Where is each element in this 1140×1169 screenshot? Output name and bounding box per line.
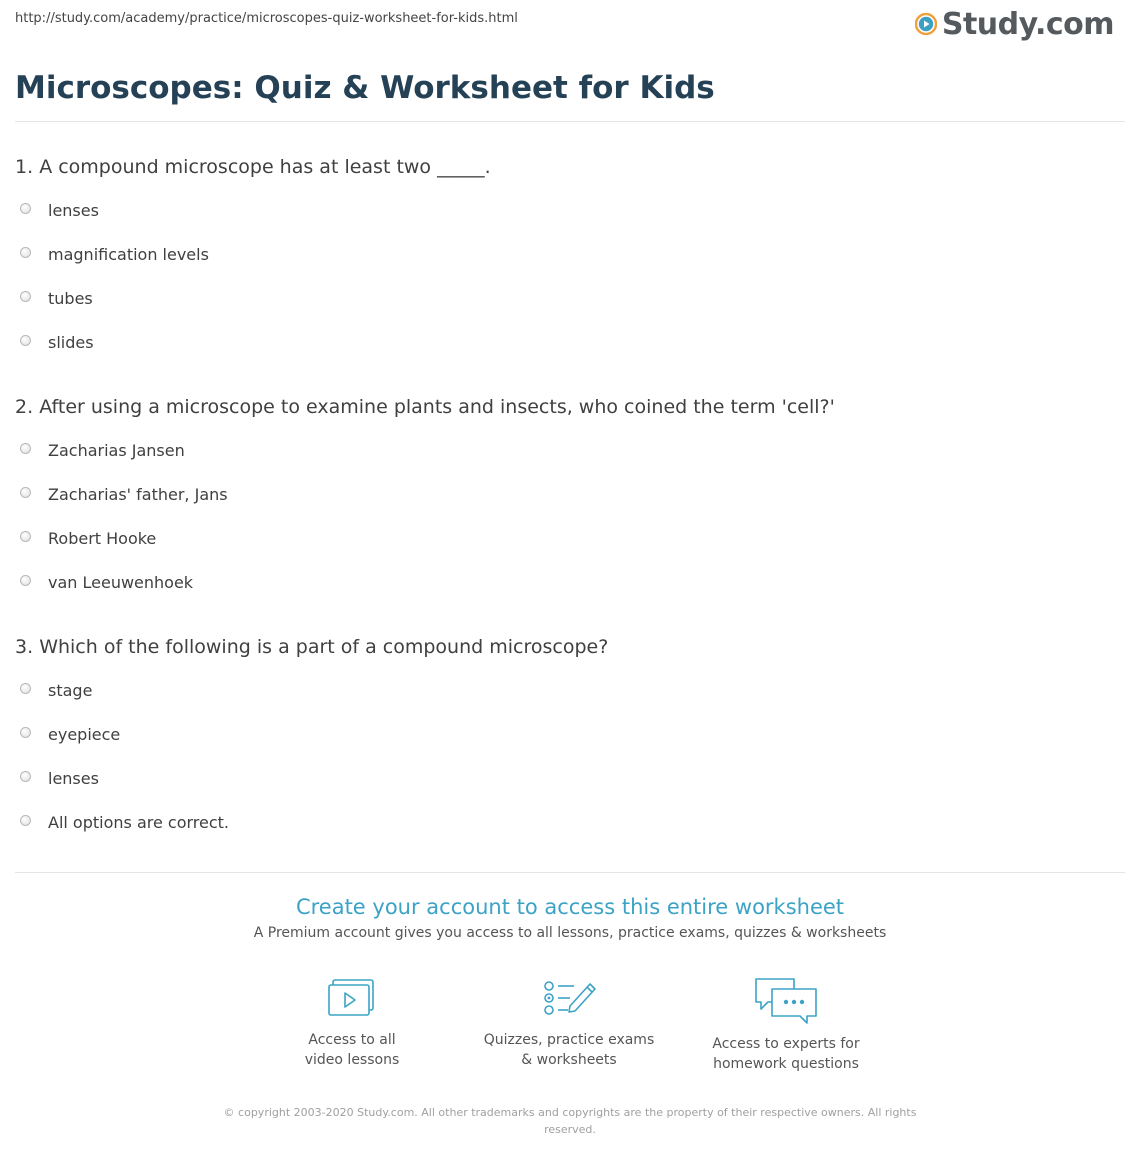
copyright-text: © copyright 2003-2020 Study.com. All other trademarks and copyrights are the property of their respective owners. All rights reserved.	[223, 1106, 917, 1136]
feature-line-2: & worksheets	[521, 1052, 617, 1068]
option-label: Zacharias' father, Jans	[48, 484, 228, 504]
radio-button[interactable]	[20, 443, 31, 454]
chat-bubbles-icon	[753, 976, 819, 1026]
answer-option[interactable]	[20, 428, 228, 472]
logo-text: Study.com	[941, 6, 1114, 42]
feature-video-lessons	[257, 976, 447, 1070]
answer-option[interactable]	[20, 472, 228, 516]
feature-line-1: Quizzes, practice exams	[483, 1032, 655, 1048]
page-url: http://study.com/academy/practice/microscopes-quiz-worksheet-for-kids.html	[15, 11, 518, 26]
radio-button[interactable]	[20, 247, 31, 258]
option-label: stage	[48, 680, 93, 700]
question-number: 1.	[15, 156, 34, 178]
radio-button[interactable]	[20, 727, 31, 738]
answer-option[interactable]	[20, 320, 209, 364]
answer-option[interactable]	[20, 188, 209, 232]
quiz-checklist-icon	[540, 976, 598, 1022]
answer-option[interactable]	[20, 800, 229, 844]
signup-cta	[0, 895, 1140, 941]
answer-option[interactable]	[20, 560, 228, 604]
question-3-options	[20, 668, 229, 844]
question-2	[15, 396, 835, 418]
answer-option[interactable]	[20, 232, 209, 276]
radio-button[interactable]	[20, 683, 31, 694]
answer-option[interactable]	[20, 276, 209, 320]
header-divider	[15, 121, 1125, 122]
radio-button[interactable]	[20, 335, 31, 346]
video-lessons-icon	[326, 976, 378, 1022]
page-title: Microscopes: Quiz & Worksheet for Kids	[15, 70, 715, 106]
option-label: Zacharias Jansen	[48, 440, 185, 460]
copyright-footer	[0, 1104, 1140, 1138]
answer-option[interactable]	[20, 756, 229, 800]
radio-button[interactable]	[20, 291, 31, 302]
radio-button[interactable]	[20, 531, 31, 542]
question-number: 3.	[15, 636, 34, 658]
radio-button[interactable]	[20, 487, 31, 498]
radio-button[interactable]	[20, 815, 31, 826]
option-label: van Leeuwenhoek	[48, 572, 194, 592]
play-logo-icon	[915, 13, 937, 35]
option-label: magnification levels	[48, 244, 209, 264]
study-logo[interactable]	[915, 6, 1114, 42]
feature-quizzes	[474, 976, 664, 1070]
feature-line-1: Access to experts for	[712, 1036, 860, 1052]
question-text: A compound microscope has at least two _____.	[39, 156, 491, 178]
feature-line-2: homework questions	[713, 1056, 859, 1072]
question-text: After using a microscope to examine plants and insects, who coined the term 'cell?'	[39, 396, 835, 418]
answer-option[interactable]	[20, 516, 228, 560]
option-label: eyepiece	[48, 724, 121, 744]
cta-subtitle: A Premium account gives you access to all lessons, practice exams, quizzes & worksheets	[253, 925, 887, 941]
option-label: lenses	[48, 200, 99, 220]
option-label: lenses	[48, 768, 99, 788]
option-label: slides	[48, 332, 94, 352]
cta-title[interactable]: Create your account to access this entire worksheet	[295, 895, 845, 919]
radio-button[interactable]	[20, 575, 31, 586]
answer-option[interactable]	[20, 668, 229, 712]
question-2-options	[20, 428, 228, 604]
question-text: Which of the following is a part of a compound microscope?	[39, 636, 609, 658]
option-label: Robert Hooke	[48, 528, 157, 548]
feature-experts	[691, 976, 881, 1074]
content-divider	[15, 872, 1125, 873]
option-label: All options are correct.	[48, 812, 230, 832]
radio-button[interactable]	[20, 771, 31, 782]
feature-line-2: video lessons	[304, 1052, 400, 1068]
feature-line-1: Access to all	[308, 1032, 396, 1048]
question-1	[15, 156, 491, 178]
question-3	[15, 636, 608, 658]
question-number: 2.	[15, 396, 34, 418]
radio-button[interactable]	[20, 203, 31, 214]
question-1-options	[20, 188, 209, 364]
answer-option[interactable]	[20, 712, 229, 756]
option-label: tubes	[48, 288, 93, 308]
